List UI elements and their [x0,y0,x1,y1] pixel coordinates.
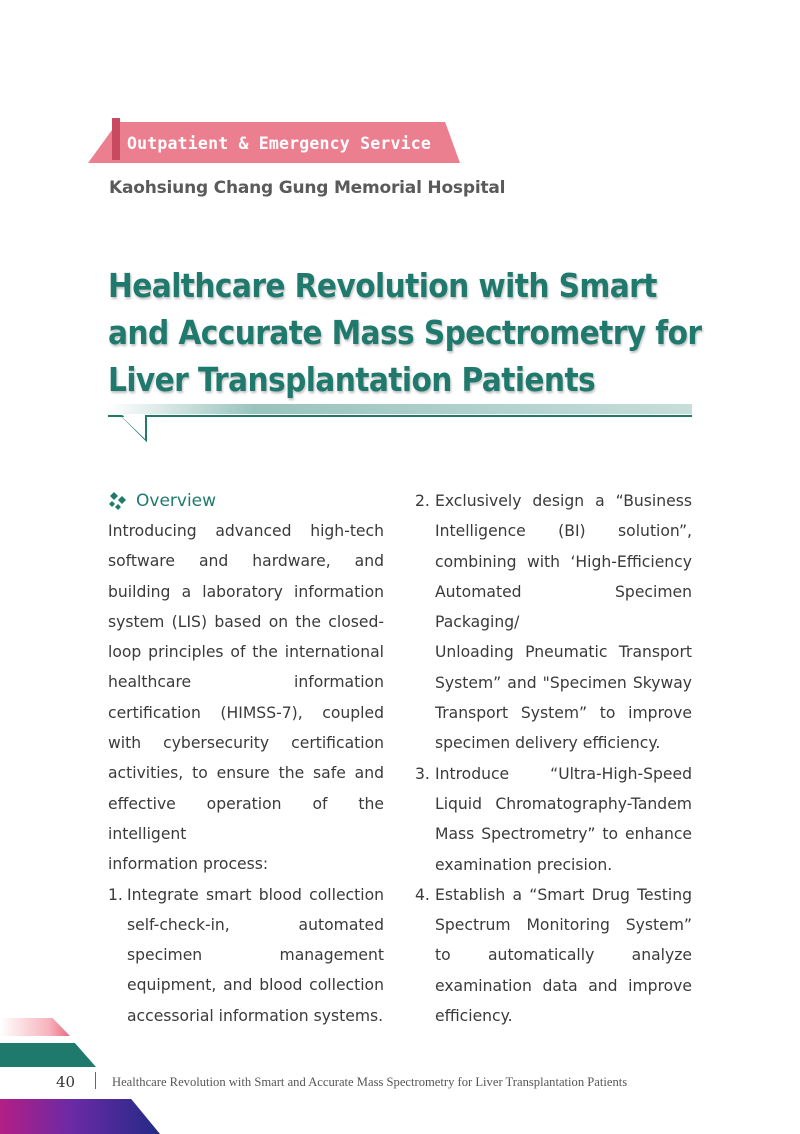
intro-line: information process: [108,855,269,874]
list-item-line: Establish a “Smart Drug Testing [435,885,692,904]
list-item-number: 3. [415,764,430,783]
footer-green-stripe [0,1043,96,1067]
list-item-line: accessorial information systems. [127,1006,384,1025]
list-item-number: 2. [415,492,430,510]
list-item-line: self-check-in, automated [127,915,384,934]
intro-line: healthcare information [108,673,384,692]
intro-line: effective operation of the intelligent [108,794,384,843]
title-line: Healthcare Revolution with Smart [108,266,657,305]
footer-divider [95,1072,96,1089]
right-column [415,486,692,1031]
list-item-line: Spectrum Monitoring System” [435,916,692,935]
category-tab-accent [112,118,120,160]
footer-pink-stripe [0,1018,70,1036]
running-title: Healthcare Revolution with Smart and Accurate Mass Spectrometry for Liver Transplantation Patients [112,1075,628,1089]
title-underline-callout [108,404,692,444]
list-item [415,486,692,759]
list-item-line: Automated Specimen Packaging/ [435,582,692,632]
list-item-line: combining with ‘High-Efficiency [435,552,692,571]
list-item-line: specimen management [127,946,384,965]
overview-heading-text: Overview [136,490,217,511]
list-item-number: 4. [415,885,430,904]
list-item-line: specimen delivery efficiency. [435,734,661,753]
list-item-line: Exclusively design a “Business [435,492,692,510]
list-item-line: Liquid Chromatography-Tandem [435,794,692,813]
intro-line: system (LIS) based on the closed- [108,612,384,631]
page-number: 40 [56,1073,76,1091]
list-item-line: examination data and improve [435,976,692,995]
list-item-line: Unloading Pneumatic Transport [435,643,692,662]
overview-heading [108,486,384,516]
list-item [415,880,692,1031]
footer-purple-stripe [0,1099,160,1134]
list-item [108,880,384,1031]
list-item-line: efficiency. [435,1007,513,1026]
diamond-cluster-icon [108,492,128,510]
left-column [108,486,384,1031]
article-title [108,262,748,403]
list-item-line: System” and "Specimen Skyway [435,673,692,692]
title-line: and Accurate Mass Spectrometry for [108,313,702,352]
intro-line: software and hardware, and [108,552,384,571]
list-item-line: to automatically analyze [435,946,692,965]
list-item-line: Introduce “Ultra-High-Speed [435,764,692,783]
list-item-line: Intelligence (BI) solution”, [435,522,692,541]
list-item-line: Transport System” to improve [435,704,692,723]
list-item [415,759,692,880]
list-item-number: 1. [108,885,123,904]
list-item-line: Mass Spectrometry” to enhance [435,825,692,844]
hospital-name: Kaohsiung Chang Gung Memorial Hospital [109,178,506,198]
list-item-line: equipment, and blood collection [127,976,384,995]
list-item-line: examination precision. [435,855,613,874]
title-line: Liver Transplantation Patients [108,360,596,399]
intro-line: loop principles of the international [108,643,384,662]
category-label: Outpatient & Emergency Service [127,134,432,153]
intro-line: with cybersecurity certification [108,734,384,753]
intro-line: activities, to ensure the safe and [108,764,384,783]
intro-line: Introducing advanced high-tech [108,522,384,540]
intro-line: building a laboratory information [108,582,384,601]
list-item-line: Integrate smart blood collection [127,885,384,904]
intro-line: certification (HIMSS-7), coupled [108,703,384,722]
